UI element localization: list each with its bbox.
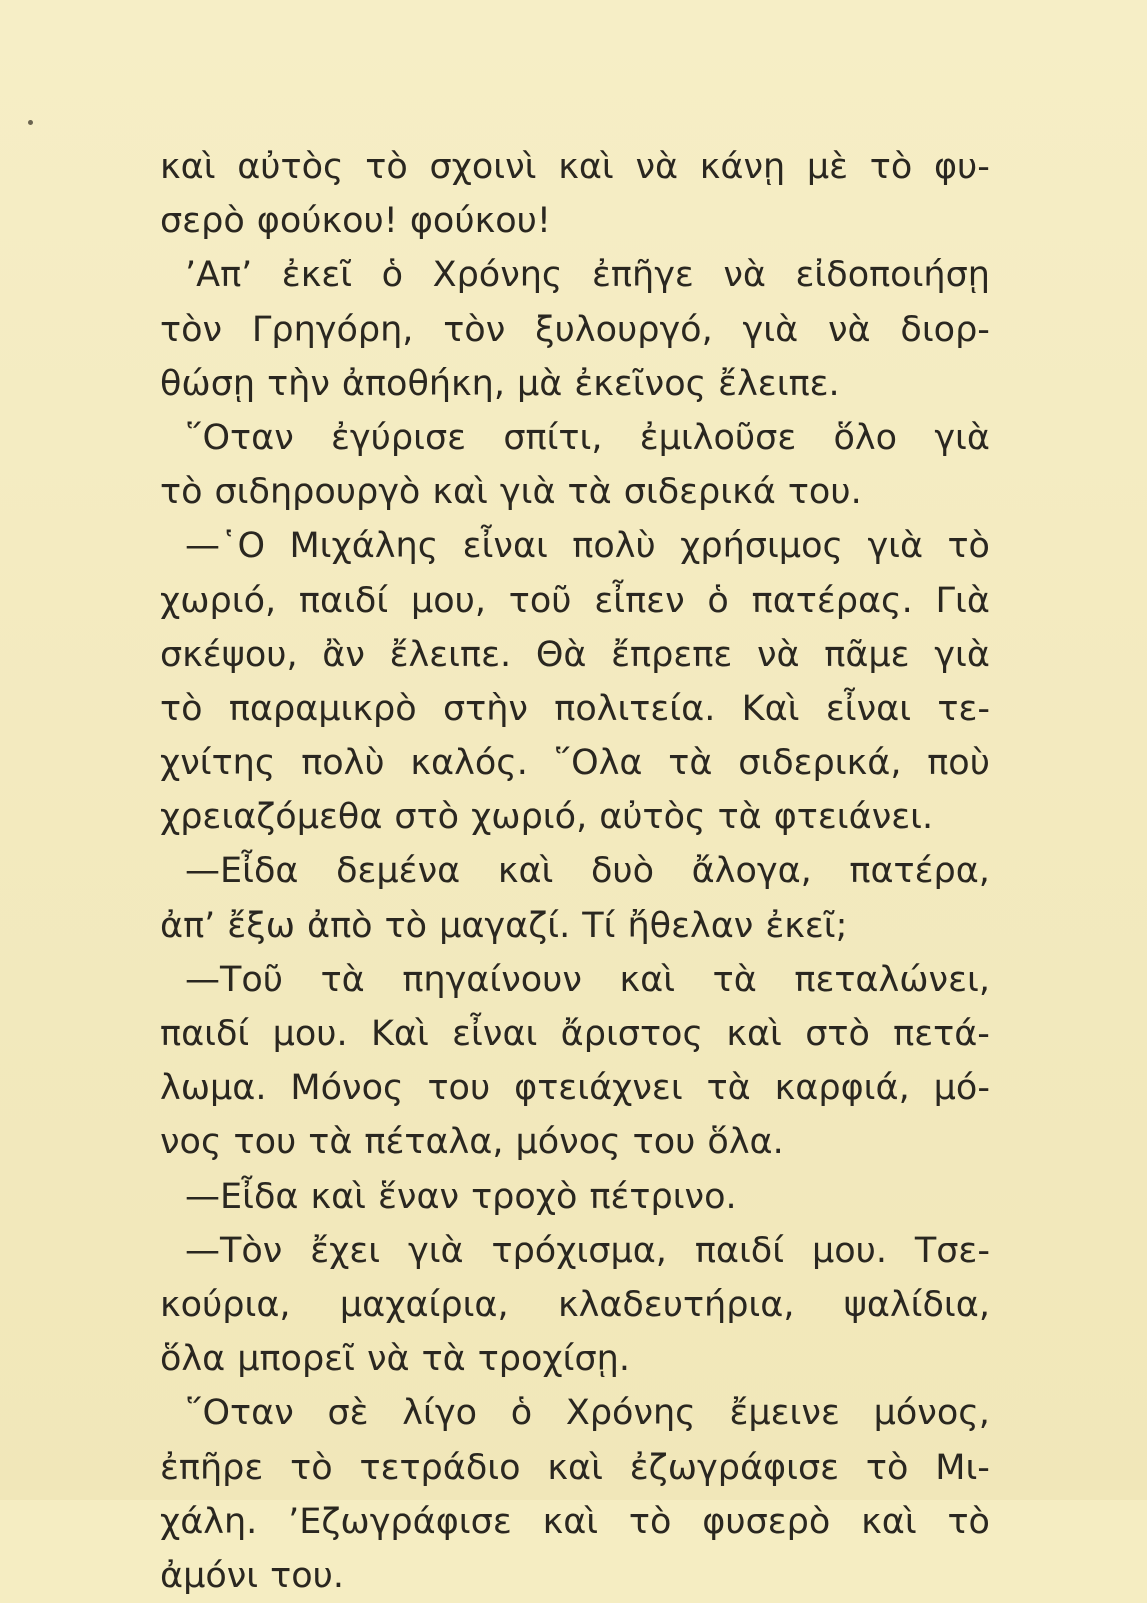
word: ἂν [322,634,365,675]
word: ἔμεινε [729,1393,840,1434]
word: καρφιά, [774,1068,910,1109]
word: ποὺ [927,743,990,784]
word: νὰ [635,147,679,187]
word: ἄλογα, [691,851,812,892]
text-line [160,1441,990,1495]
text-line [160,1061,990,1115]
word: ῞Οταν [185,417,294,458]
word: του [427,1068,491,1109]
word: τροχὸ [471,1176,578,1217]
word: τοῦ [508,580,572,621]
word: πεταλώνει, [794,959,990,1000]
word: τὸν [443,309,506,350]
word: Μόνος [290,1068,404,1109]
text-line [160,1386,990,1440]
word: γιὰ [934,417,990,458]
word: ἐκεῖ [281,255,353,296]
word: πολὺ [301,743,385,784]
word: χρήσιμος [680,526,844,567]
word: πατέρα, [849,851,990,892]
text-line [160,1007,990,1061]
word: σὲ [327,1393,369,1434]
text-line [160,1224,990,1278]
text-line [160,519,990,573]
word: τὸ [947,1501,990,1542]
word: ὅλα. [707,1122,784,1163]
text-line [160,357,990,411]
word: κούρια, [160,1284,291,1325]
text-line [160,1115,990,1169]
word: τὸ [290,1447,333,1488]
word: εἶπεν [594,580,685,621]
word: πηγαίνουν [402,959,582,1000]
word: τε- [937,688,990,729]
word: Γρηγόρη, [251,309,414,350]
word: χωριό, [160,580,277,621]
word: φούκου! [256,201,398,242]
word: ψαλίδια, [843,1284,990,1325]
word: τὸ [160,688,203,729]
word: —῾Ο [185,526,266,567]
word: πατέρας. [751,580,913,621]
word: Μι- [935,1447,990,1488]
word: τὸ [865,1447,909,1488]
word: ῞Οταν [185,1393,294,1434]
word: ἀποθήκη, [341,363,505,404]
word: Γιὰ [935,580,990,621]
word: μου. [811,1230,887,1271]
word: ἔλειπε. [718,363,840,404]
text-line [160,1495,990,1549]
word: τὰ [706,1068,751,1109]
text-line [160,1549,990,1603]
word: πέταλα, [364,1122,504,1163]
word: τετράδιο [359,1447,521,1488]
word: Χρόνης [565,1393,696,1434]
word: ἐμιλοῦσε [639,417,797,458]
word: μόνος, [873,1393,990,1434]
word: χάλη. [160,1501,258,1542]
word: ὅλο [833,417,898,458]
word: αὐτὸς [599,797,706,838]
word: ὅλα [160,1339,226,1380]
word: του. [787,472,862,513]
word: Καὶ [741,688,800,729]
word: φτειάχνει [514,1068,683,1109]
word: εἶναι [825,688,912,729]
word: εἶναι [452,1014,538,1054]
text-line [160,899,990,953]
word: πέτρινο. [589,1176,737,1217]
word: πολὺ [572,526,656,567]
word: καὶ [432,472,488,513]
word: ἐπῆρε [160,1447,264,1488]
word: γιὰ [742,309,799,350]
word: σιδηρουργὸ [214,472,421,513]
word: παραμικρὸ [228,688,417,729]
word: σερὸ [160,201,245,242]
word: Θὰ [535,634,587,675]
word: τὸν [160,309,223,350]
word: τὸ [365,147,408,187]
word: τὰ [668,743,713,784]
word: καὶ [497,851,554,892]
word: —Τὸν [185,1230,283,1271]
word: σπίτι, [503,417,603,458]
word: καὶ [619,959,676,1000]
word: τὰ [712,959,757,1000]
text-line [160,736,990,790]
word: γιὰ [867,526,924,567]
word: καὶ [542,1501,599,1542]
word: πετά- [893,1014,990,1054]
word: φυ- [933,147,990,187]
word: τὰ [421,1339,466,1380]
word: φυσερὸ [702,1501,831,1542]
word: χωριό, [471,797,588,838]
word: μαγαζί. [439,905,571,946]
word: χνίτης [160,743,276,784]
word: τὸ [160,472,203,513]
word: παιδί [298,580,389,621]
word: ξυλουργό, [535,309,713,350]
word: τὴν [267,363,330,404]
word: μὲ [806,147,849,187]
word: διορ- [900,309,990,350]
word: Καὶ [370,1014,429,1054]
text-line [160,628,990,682]
word: τὰ [320,959,365,1000]
word: του. [270,1555,345,1596]
text-line [160,1170,990,1224]
word: τὸ [628,1501,672,1542]
word: Μιχάλης [289,526,439,567]
word: παιδί [694,1230,785,1271]
word: εἶναι [462,526,548,567]
word: ’Εζωγράφισε [288,1501,512,1542]
word: γιὰ [934,634,990,675]
word: δυὸ [590,851,655,892]
word: φούκου! [409,201,551,242]
word: του [632,1122,696,1163]
word: πᾶμε [824,634,910,675]
word: τὸ [384,905,428,946]
word: φτειάνει. [773,797,934,838]
word: ὁ [707,580,729,621]
text-line [160,844,990,898]
word: μπορεῖ [237,1339,355,1380]
word: καὶ [558,147,614,187]
word: ἀπ’ [160,905,216,946]
word: σιδερικά [623,472,776,513]
word: τρόχισμα, [491,1230,667,1271]
word: ἔλειπε. [389,634,512,675]
word: νὰ [723,255,766,296]
word: τὰ [308,1122,353,1163]
word: καλός. [410,743,528,784]
word: ῞Ολα [553,743,643,784]
text-line [160,411,990,465]
word: στὸ [394,797,460,838]
word: Τσε- [914,1230,990,1271]
word: στὴν [442,688,528,729]
word: λωμα. [160,1068,267,1109]
word: μαχαίρια, [339,1284,509,1325]
word: στὸ [805,1014,870,1054]
word: τὸ [869,147,913,187]
word: ὁ [381,255,404,296]
word: ἔχει [310,1230,381,1271]
word: ἔξω [227,905,296,946]
word: τὰ [717,797,762,838]
text-line [160,465,990,519]
word: αὐτὸς [237,147,344,187]
word: καὶ [160,147,216,187]
word: ἐκεῖ; [765,905,848,946]
text-line [160,574,990,628]
word: ’Απ’ [185,255,253,296]
word: ἐγύρισε [331,417,467,458]
word: ἐπῆγε [592,255,694,296]
word: καὶ [547,1447,603,1488]
text-line [160,194,990,248]
text-line [160,1332,990,1386]
text-line [160,140,990,194]
word: ἕναν [378,1176,460,1217]
word: σχοινὶ [429,147,537,187]
word: ἐκεῖνος [574,363,707,404]
text-line [160,248,990,302]
word: ἀπὸ [307,905,373,946]
word: μου, [410,580,487,621]
word: —Τοῦ [185,959,284,1000]
text-line [160,953,990,1007]
word: τὸ [947,526,990,567]
word: Τί [582,905,616,946]
word: λίγο [402,1393,477,1434]
word: ὁ [510,1393,533,1434]
word: χρειαζόμεθα [160,797,383,838]
word: νὰ [756,634,800,675]
word: ἐζωγράφισε [629,1447,840,1488]
word: κλαδευτήρια, [557,1284,795,1325]
text-line [160,790,990,844]
margin-dot-mark [28,120,33,125]
word: γιὰ [499,472,556,513]
text-line [160,303,990,357]
word: δεμένα [336,851,461,892]
word: ἄριστος [560,1014,704,1054]
word: μου. [272,1014,348,1054]
word: Χρόνης [432,255,563,296]
word: νος [160,1122,222,1163]
word: ἀμόνι [160,1555,259,1596]
word: νὰ [827,309,871,350]
word: καὶ [726,1014,782,1054]
word: εἰδοποιήσῃ [795,255,990,296]
word: τὰ [567,472,612,513]
word: σιδερικά, [738,743,902,784]
word: τροχίσῃ. [477,1339,630,1380]
text-line [160,1278,990,1332]
word: σκέψου, [160,634,298,675]
word: παιδί [160,1014,250,1054]
word: ἤθελαν [627,905,754,946]
word: θώσῃ [160,363,256,404]
word: γιὰ [408,1230,464,1271]
word: μόνος [515,1122,621,1163]
word: —Εἶδα [185,851,299,892]
word: του [233,1122,297,1163]
word: νὰ [366,1339,410,1380]
word: —Εἶδα [185,1176,299,1217]
word: πολιτεία. [554,688,716,729]
word: καὶ [310,1176,366,1217]
word: καὶ [861,1501,917,1542]
word: ἔπρεπε [611,634,733,675]
text-line [160,682,990,736]
word: μὰ [517,363,563,404]
word: κάνῃ [699,147,786,187]
body-text [160,140,990,1603]
word: μό- [933,1068,990,1109]
